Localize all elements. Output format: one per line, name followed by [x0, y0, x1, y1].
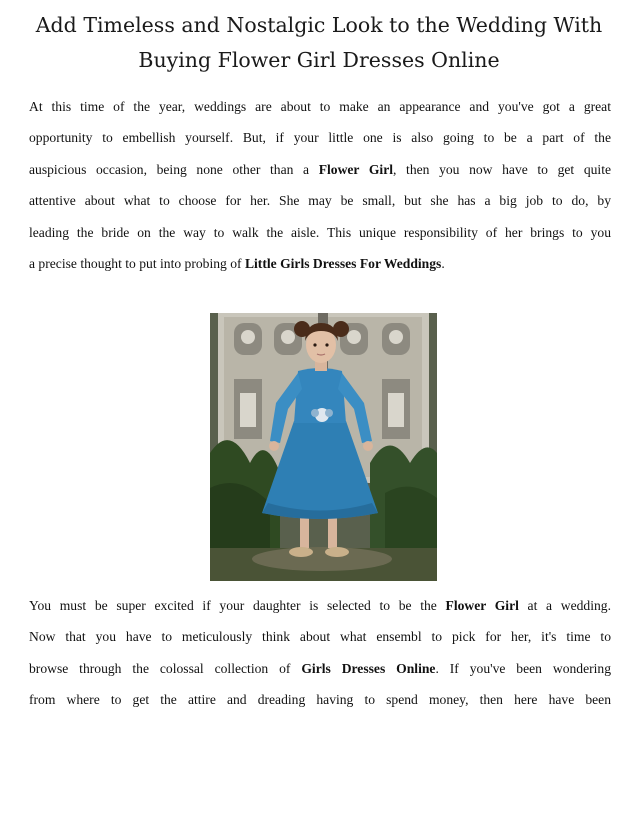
- flower-girl-paragraph: [29, 590, 611, 716]
- paragraph-line: [29, 248, 611, 279]
- text-run: at a wedding.: [518, 598, 611, 613]
- text-run: . If you've been wondering: [435, 660, 612, 676]
- text-run: browse through the colossal collection of: [29, 660, 302, 676]
- intro-paragraph: [29, 91, 611, 279]
- little-girls-dresses-keyword: Little Girls Dresses For Weddings: [244, 256, 442, 272]
- title-line-1: Add Timeless and Nostalgic Look to the Wedding With: [35, 13, 603, 37]
- paragraph-line: Now that you have to meticulously think about what ensembl to pick for her, it's time to: [29, 629, 611, 645]
- paragraph-line: attentive about what to choose for her. She may be small, but she has a big job to do, by: [29, 193, 611, 209]
- document-title: [20, 8, 618, 78]
- text-run: auspicious occasion, being none other than a: [29, 161, 319, 177]
- text-run: a precise thought to put into probing of: [29, 256, 245, 272]
- text-run: .: [441, 256, 445, 272]
- paragraph-line: from where to get the attire and dreading having to spend money, then here have been: [29, 692, 611, 708]
- girls-dresses-online-keyword: Girls Dresses Online: [301, 660, 436, 676]
- paragraph-line: opportunity to embellish yourself. But, if your little one is also going to be a part of the: [29, 130, 611, 146]
- flower-girl-keyword: Flower Girl: [445, 598, 519, 613]
- paragraph-line: [29, 653, 611, 684]
- title-line-2: Buying Flower Girl Dresses Online: [138, 48, 500, 72]
- paragraph-line: [29, 590, 611, 621]
- photo-illustration: [210, 313, 437, 581]
- text-run: You must be super excited if your daughter is selected to be the: [29, 598, 446, 613]
- paragraph-line: leading the bride on the way to walk the aisle. This unique responsibility of her brings to you: [29, 224, 611, 240]
- flower-girl-keyword: Flower Girl: [318, 161, 394, 177]
- paragraph-line: At this time of the year, weddings are about to make an appearance and you've got a great: [29, 99, 611, 114]
- paragraph-line: [29, 154, 611, 185]
- girl-in-blue-dress-photo: [210, 313, 437, 581]
- text-run: , then you now have to get quite: [393, 161, 611, 177]
